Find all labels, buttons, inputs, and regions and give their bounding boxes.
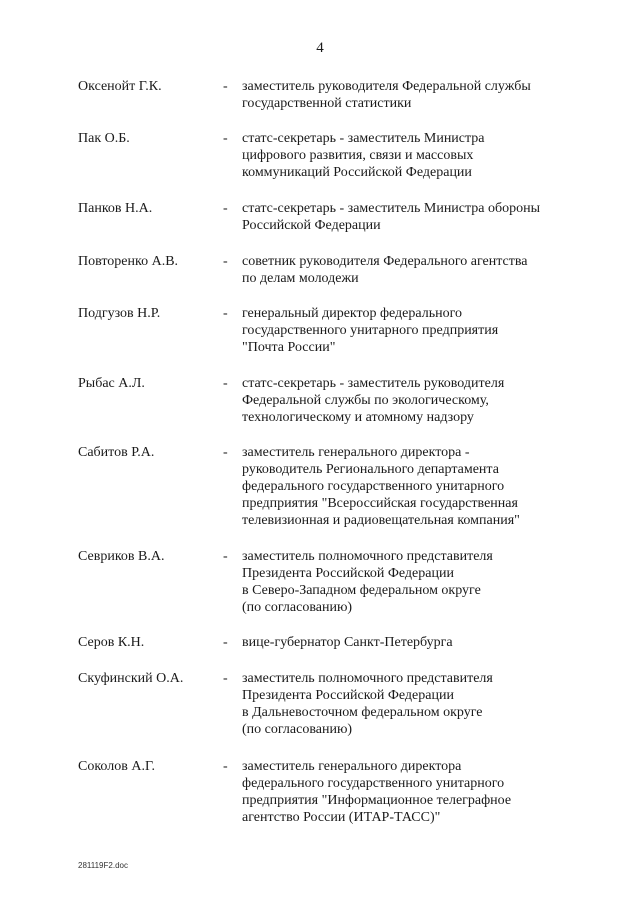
position-description [242,130,612,181]
position-line: государственного унитарного предприятия [242,323,499,338]
position-line: государственной статистики [242,96,412,111]
position-line: в Северо-Западном федеральном округе [242,583,481,598]
dash-separator: - [223,445,228,460]
position-description [242,670,612,738]
position-line: Президента Российской Федерации [242,566,454,581]
position-line: статс-секретарь - заместитель руководителя [242,376,505,391]
position-line: заместитель руководителя Федеральной службы [242,79,531,94]
position-line: статс-секретарь - заместитель Министра [242,131,485,146]
person-name: Пак О.Б. [78,131,130,146]
person-name: Севриков В.А. [78,549,165,564]
position-line: заместитель генерального директора - [242,445,470,460]
position-line: вице-губернатор Санкт-Петербурга [242,635,453,650]
position-line: советник руководителя Федерального агентства [242,254,528,269]
person-name: Подгузов Н.Р. [78,306,161,321]
position-description [242,375,612,426]
dash-separator: - [223,549,228,564]
dash-separator: - [223,131,228,146]
dash-separator: - [223,635,228,650]
dash-separator: - [223,79,228,94]
person-name: Скуфинский О.А. [78,671,184,686]
position-line: технологическому и атомному надзору [242,410,474,425]
position-description [242,78,612,112]
position-description [242,305,612,356]
position-line: цифрового развития, связи и массовых [242,148,474,163]
position-description [242,548,612,616]
position-line: "Почта России" [242,340,336,355]
position-line: Российской Федерации [242,218,381,233]
position-line: предприятия "Всероссийская государственная [242,496,518,511]
person-name: Сабитов Р.А. [78,445,155,460]
position-line: заместитель полномочного представителя [242,549,493,564]
document-filename: 281119F2.doc [78,861,128,870]
position-description [242,200,612,234]
position-line: генеральный директор федерального [242,306,462,321]
position-line: по делам молодежи [242,271,359,286]
position-line: в Дальневосточном федеральном округе [242,705,483,720]
position-line: (по согласованию) [242,722,353,737]
position-line: Федеральной службы по экологическому, [242,393,489,408]
position-description [242,634,612,651]
position-line: коммуникаций Российской Федерации [242,165,472,180]
dash-separator: - [223,671,228,686]
person-name: Оксенойт Г.К. [78,79,162,94]
position-line: федерального государственного унитарного [242,479,505,494]
position-description [242,444,612,529]
person-name: Соколов А.Г. [78,759,155,774]
position-line: федерального государственного унитарного [242,776,505,791]
position-line: заместитель полномочного представителя [242,671,493,686]
position-description [242,253,612,287]
dash-separator: - [223,201,228,216]
position-line: агентство России (ИТАР-ТАСС)" [242,810,441,825]
page-number: 4 [316,40,324,56]
position-description [242,758,612,826]
position-line: телевизионная и радиовещательная компания" [242,513,520,528]
dash-separator: - [223,376,228,391]
dash-separator: - [223,254,228,269]
person-name: Повторенко А.В. [78,254,179,269]
person-name: Рыбас А.Л. [78,376,145,391]
person-name: Панков Н.А. [78,201,153,216]
position-line: Президента Российской Федерации [242,688,454,703]
dash-separator: - [223,759,228,774]
position-line: руководитель Регионального департамента [242,462,499,477]
position-line: статс-секретарь - заместитель Министра обороны [242,201,541,216]
position-line: предприятия "Информационное телеграфное [242,793,512,808]
position-line: (по согласованию) [242,600,353,615]
dash-separator: - [223,306,228,321]
position-line: заместитель генерального директора [242,759,462,774]
person-name: Серов К.Н. [78,635,145,650]
